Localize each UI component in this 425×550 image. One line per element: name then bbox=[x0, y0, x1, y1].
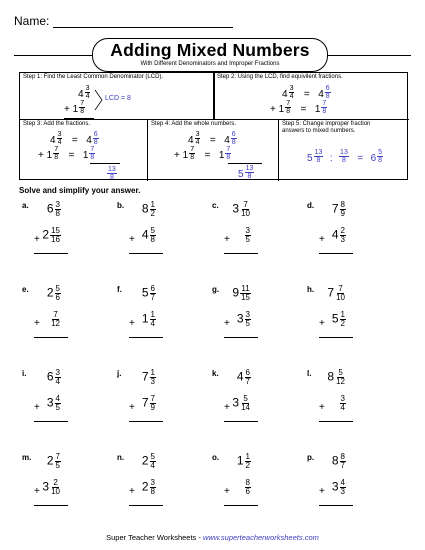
first-addend bbox=[332, 201, 347, 218]
second-addend bbox=[142, 395, 157, 412]
whole-number: 3 bbox=[331, 479, 339, 494]
problem-16 bbox=[307, 453, 397, 523]
first-addend bbox=[332, 453, 347, 470]
denominator: 4 bbox=[85, 93, 90, 101]
second-addend bbox=[232, 395, 252, 412]
step-4-row-2: + 1 $\frac{7}{8}$ = 1 $\frac{7}{8}$ bbox=[174, 146, 231, 162]
whole-number: 4 bbox=[318, 89, 324, 100]
numerator: 5 bbox=[243, 394, 248, 403]
whole-number: 7 bbox=[331, 201, 339, 216]
answer-rule bbox=[224, 505, 258, 506]
plus-sign: + bbox=[34, 234, 40, 245]
divider bbox=[214, 73, 215, 120]
problem-6 bbox=[117, 285, 207, 355]
denominator: 3 bbox=[150, 377, 155, 386]
problem-label: d. bbox=[307, 201, 315, 210]
problem-label: n. bbox=[117, 453, 125, 462]
plus-sign: + bbox=[319, 402, 325, 413]
answer-rule bbox=[224, 337, 258, 338]
denominator: 2 bbox=[245, 461, 250, 470]
denominator: 3 bbox=[340, 487, 345, 496]
whole-number: 6 bbox=[46, 201, 54, 216]
denominator: 7 bbox=[150, 293, 155, 302]
numerator: 7 bbox=[53, 310, 58, 319]
answer-rule bbox=[34, 253, 68, 254]
numerator: 1 bbox=[340, 310, 345, 319]
denominator: 6 bbox=[55, 293, 60, 302]
numerator: 3 bbox=[245, 310, 250, 319]
plus-sign: + bbox=[129, 234, 135, 245]
numerator: 3 bbox=[245, 226, 250, 235]
whole-number: 4 bbox=[86, 135, 92, 146]
whole-number: 3 bbox=[42, 479, 50, 494]
denominator: 8 bbox=[54, 154, 59, 162]
numerator: 7 bbox=[54, 146, 59, 154]
first-addend bbox=[47, 369, 62, 386]
denominator: 2 bbox=[150, 209, 155, 218]
second-addend bbox=[332, 227, 347, 244]
first-addend bbox=[47, 453, 62, 470]
problem-3 bbox=[212, 201, 302, 271]
plus-sign: + bbox=[319, 234, 325, 245]
whole-number: 3 bbox=[232, 201, 240, 216]
denominator: 4 bbox=[195, 139, 200, 147]
problem-label: g. bbox=[212, 285, 220, 294]
denominator: 8 bbox=[150, 235, 155, 244]
denominator: 4 bbox=[55, 377, 60, 386]
whole-number: 6 bbox=[46, 369, 54, 384]
whole-number: 1 bbox=[141, 311, 149, 326]
whole-number: 4 bbox=[188, 135, 194, 146]
step-4-result bbox=[238, 164, 255, 181]
numerator: 4 bbox=[55, 394, 60, 403]
whole-number: 2 bbox=[42, 227, 50, 242]
whole-number: 7 bbox=[141, 395, 149, 410]
numerator: 1 bbox=[150, 200, 155, 209]
numerator: 5 bbox=[338, 368, 343, 377]
name-label: Name: bbox=[14, 14, 50, 28]
step-3-row-2: + 1 $\frac{7}{8}$ = 1 $\frac{7}{8}$ bbox=[38, 146, 95, 162]
numerator: 13 bbox=[314, 149, 323, 157]
first-addend bbox=[142, 453, 157, 470]
denominator: 7 bbox=[245, 377, 250, 386]
whole-number: 5 bbox=[331, 311, 339, 326]
first-addend bbox=[47, 285, 62, 302]
denominator: 8 bbox=[316, 157, 321, 165]
first-addend bbox=[237, 369, 252, 386]
whole-number: 1 bbox=[218, 150, 225, 161]
numerator: 6 bbox=[93, 131, 98, 139]
step-4-row-1: 4 $\frac{3}{4}$ = 4 $\frac{6}{8}$ bbox=[188, 131, 236, 147]
whole-number: 4 bbox=[78, 89, 84, 100]
whole-number: 7 bbox=[327, 285, 335, 300]
answer-rule bbox=[34, 337, 68, 338]
problem-label: e. bbox=[22, 285, 29, 294]
numerator: 6 bbox=[325, 85, 330, 93]
whole-number: 2 bbox=[141, 453, 149, 468]
problem-label: c. bbox=[212, 201, 219, 210]
problem-1 bbox=[22, 201, 112, 271]
second-addend bbox=[142, 227, 157, 244]
numerator: 5 bbox=[150, 226, 155, 235]
whole-number: 1 bbox=[236, 453, 244, 468]
step-1-cell bbox=[20, 73, 214, 120]
problem-label: h. bbox=[307, 285, 315, 294]
problem-8 bbox=[307, 285, 397, 355]
denominator: 4 bbox=[150, 319, 155, 328]
first-addend bbox=[232, 201, 252, 218]
numerator: 3 bbox=[85, 85, 90, 93]
second-addend bbox=[339, 395, 347, 412]
step-4-cell bbox=[148, 120, 279, 181]
answer-rule bbox=[34, 421, 68, 422]
numerator: 7 bbox=[80, 100, 85, 108]
numerator: 11 bbox=[241, 284, 250, 293]
second-addend bbox=[42, 479, 62, 496]
second-addend bbox=[244, 227, 252, 244]
denominator: 16 bbox=[51, 235, 60, 244]
lcd-label: LCD = 8 bbox=[105, 95, 131, 102]
step-5-work: 5 $\frac{13}{8}$ : $\frac{13}{8}$ = 6 $\frac{5}{8}$ bbox=[307, 149, 383, 165]
numerator: 4 bbox=[340, 478, 345, 487]
second-addend bbox=[244, 479, 252, 496]
plus-sign: + bbox=[319, 486, 325, 497]
step-2-row-1: 4 $\frac{3}{4}$ = 4 $\frac{6}{8}$ bbox=[282, 85, 330, 101]
denominator: 4 bbox=[57, 139, 62, 147]
numerator: 2 bbox=[340, 226, 345, 235]
whole-number: 2 bbox=[46, 285, 54, 300]
whole-number: 4 bbox=[236, 369, 244, 384]
second-addend bbox=[332, 311, 347, 328]
denominator: 8 bbox=[80, 108, 85, 116]
numerator: 1 bbox=[245, 452, 250, 461]
denominator: 8 bbox=[247, 173, 252, 181]
denominator: 8 bbox=[341, 157, 346, 165]
numerator: 7 bbox=[90, 146, 95, 154]
plus-sign: + bbox=[319, 318, 325, 329]
problem-7 bbox=[212, 285, 302, 355]
problem-9 bbox=[22, 369, 112, 439]
second-addend bbox=[49, 311, 62, 328]
step-3-label: Step 3: Add the fractions. bbox=[23, 121, 91, 127]
whole-number: 8 bbox=[331, 453, 339, 468]
problem-14 bbox=[117, 453, 207, 523]
denominator: 12 bbox=[336, 377, 345, 386]
whole-number: 3 bbox=[46, 395, 54, 410]
denominator: 8 bbox=[55, 209, 60, 218]
numerator: 7 bbox=[286, 100, 291, 108]
denominator: 9 bbox=[340, 209, 345, 218]
plus-sign: + bbox=[34, 486, 40, 497]
numerator: 7 bbox=[150, 394, 155, 403]
denominator: 8 bbox=[322, 108, 327, 116]
step-5-cell bbox=[279, 120, 409, 181]
problem-label: a. bbox=[22, 201, 29, 210]
plus-sign: + bbox=[129, 402, 135, 413]
numerator: 7 bbox=[322, 100, 327, 108]
denominator: 4 bbox=[340, 403, 345, 412]
denominator: 8 bbox=[226, 154, 231, 162]
numerator: 13 bbox=[108, 166, 116, 174]
plus-sign: + bbox=[224, 234, 230, 245]
plus-sign: + bbox=[224, 486, 230, 497]
step-3-result bbox=[106, 165, 118, 181]
footer-url[interactable]: www.superteacherworksheets.com bbox=[202, 533, 319, 542]
numerator: 15 bbox=[51, 226, 60, 235]
step-2-cell bbox=[214, 73, 409, 120]
calc-rule bbox=[64, 118, 94, 119]
answer-rule bbox=[319, 505, 353, 506]
problem-label: m. bbox=[22, 453, 32, 462]
problem-label: p. bbox=[307, 453, 315, 462]
step-3-cell bbox=[20, 120, 148, 181]
first-addend bbox=[142, 369, 157, 386]
denominator: 8 bbox=[93, 139, 98, 147]
denominator: 7 bbox=[340, 461, 345, 470]
numerator: 7 bbox=[243, 200, 248, 209]
answer-rule bbox=[319, 421, 353, 422]
whole-number: 8 bbox=[327, 369, 335, 384]
problem-label: b. bbox=[117, 201, 125, 210]
numerator: 3 bbox=[55, 368, 60, 377]
problem-label: o. bbox=[212, 453, 220, 462]
first-addend bbox=[47, 201, 62, 218]
problem-13 bbox=[22, 453, 112, 523]
answer-rule bbox=[34, 505, 68, 506]
denominator: 5 bbox=[245, 235, 250, 244]
whole-number: 7 bbox=[141, 369, 149, 384]
whole-number: 4 bbox=[282, 89, 288, 100]
numerator: 6 bbox=[245, 368, 250, 377]
denominator: 6 bbox=[245, 487, 250, 496]
whole-number: 4 bbox=[224, 135, 230, 146]
numerator: 3 bbox=[150, 478, 155, 487]
answer-rule bbox=[319, 337, 353, 338]
problem-label: k. bbox=[212, 369, 219, 378]
denominator: 8 bbox=[109, 174, 114, 181]
answer-rule bbox=[129, 505, 163, 506]
denominator: 5 bbox=[245, 319, 250, 328]
whole-number: 1 bbox=[278, 104, 285, 115]
second-addend bbox=[142, 311, 157, 328]
first-addend bbox=[142, 285, 157, 302]
plus-sign: + bbox=[224, 318, 230, 329]
answer-rule bbox=[129, 337, 163, 338]
second-addend bbox=[142, 479, 157, 496]
first-addend bbox=[327, 369, 347, 386]
footer bbox=[0, 533, 425, 542]
numerator: 3 bbox=[57, 131, 62, 139]
problem-label: j. bbox=[117, 369, 122, 378]
whole-number: 5 bbox=[307, 153, 313, 164]
whole-number: 3 bbox=[236, 311, 244, 326]
whole-number: 1 bbox=[82, 150, 89, 161]
denominator: 8 bbox=[231, 139, 236, 147]
step-5-label: Step 5: Change improper fraction answers to mixed numbers. bbox=[282, 121, 371, 134]
numerator: 5 bbox=[378, 149, 383, 157]
denominator: 8 bbox=[150, 487, 155, 496]
name-line bbox=[53, 16, 233, 28]
second-addend bbox=[47, 395, 62, 412]
numerator: 7 bbox=[338, 284, 343, 293]
numerator: 3 bbox=[195, 131, 200, 139]
denominator: 10 bbox=[51, 487, 60, 496]
answer-rule bbox=[224, 421, 258, 422]
numerator: 7 bbox=[226, 146, 231, 154]
answer-rule bbox=[224, 253, 258, 254]
denominator: 4 bbox=[150, 461, 155, 470]
numerator: 6 bbox=[231, 131, 236, 139]
numerator: 8 bbox=[340, 200, 345, 209]
whole-number: 9 bbox=[232, 285, 240, 300]
whole-number: 8 bbox=[141, 201, 149, 216]
denominator: 8 bbox=[190, 154, 195, 162]
first-addend bbox=[237, 453, 252, 470]
numerator: 13 bbox=[340, 149, 348, 157]
answer-rule bbox=[319, 253, 353, 254]
problem-10 bbox=[117, 369, 207, 439]
whole-number: 1 bbox=[72, 104, 79, 115]
whole-number: 2 bbox=[141, 479, 149, 494]
plus-sign: + bbox=[129, 486, 135, 497]
second-addend bbox=[332, 479, 347, 496]
whole-number: 1 bbox=[182, 150, 189, 161]
denominator: 8 bbox=[286, 108, 291, 116]
first-addend bbox=[232, 285, 252, 302]
problem-label: l. bbox=[307, 369, 312, 378]
denominator: 8 bbox=[378, 157, 383, 165]
page-subtitle: With Different Denominators and Improper Fractions bbox=[140, 61, 280, 67]
denominator: 2 bbox=[340, 319, 345, 328]
numerator: 3 bbox=[340, 394, 345, 403]
step-3-row-1: 4 $\frac{3}{4}$ = 4 $\frac{6}{8}$ bbox=[50, 131, 98, 147]
numerator: 3 bbox=[55, 200, 60, 209]
problem-5 bbox=[22, 285, 112, 355]
denominator: 4 bbox=[289, 93, 294, 101]
whole-number: 5 bbox=[238, 169, 244, 180]
denominator: 8 bbox=[90, 154, 95, 162]
whole-number: 4 bbox=[331, 227, 339, 242]
answer-rule bbox=[129, 421, 163, 422]
second-addend bbox=[237, 311, 252, 328]
numerator: 3 bbox=[289, 85, 294, 93]
numerator: 5 bbox=[150, 452, 155, 461]
denominator: 10 bbox=[336, 293, 345, 302]
problem-label: f. bbox=[117, 285, 122, 294]
denominator: 3 bbox=[340, 235, 345, 244]
plus-sign: + bbox=[34, 318, 40, 329]
denominator: 14 bbox=[241, 403, 250, 412]
bracket-icon bbox=[94, 89, 104, 111]
whole-number: 4 bbox=[141, 227, 149, 242]
problem-15 bbox=[212, 453, 302, 523]
title-box bbox=[92, 38, 328, 72]
problem-11 bbox=[212, 369, 302, 439]
step-1-addend-2: + 1 $\frac{7}{8}$ bbox=[64, 100, 85, 116]
plus-sign: + bbox=[129, 318, 135, 329]
denominator: 10 bbox=[241, 209, 250, 218]
numerator: 5 bbox=[55, 284, 60, 293]
name-row bbox=[14, 14, 233, 28]
whole-number: 3 bbox=[232, 395, 240, 410]
step-2-label: Step 2: Using the LCD, find equivilent fractions. bbox=[217, 74, 343, 80]
whole-number: 1 bbox=[46, 150, 53, 161]
problem-12 bbox=[307, 369, 397, 439]
numerator: 1 bbox=[150, 368, 155, 377]
numerator: 7 bbox=[190, 146, 195, 154]
denominator: 12 bbox=[51, 319, 60, 328]
first-addend bbox=[142, 201, 157, 218]
numerator: 8 bbox=[245, 478, 250, 487]
footer-text: Super Teacher Worksheets - bbox=[106, 533, 203, 542]
denominator: 5 bbox=[55, 403, 60, 412]
step-1-label: Step 1: Find the Least Common Denominator (LCD). bbox=[23, 74, 164, 80]
whole-number: 4 bbox=[50, 135, 56, 146]
problem-2 bbox=[117, 201, 207, 271]
numerator: 1 bbox=[150, 310, 155, 319]
answer-rule bbox=[129, 253, 163, 254]
whole-number: 5 bbox=[141, 285, 149, 300]
numerator: 8 bbox=[340, 452, 345, 461]
second-addend bbox=[42, 227, 62, 244]
numerator: 2 bbox=[53, 478, 58, 487]
denominator: 5 bbox=[55, 461, 60, 470]
numerator: 6 bbox=[150, 284, 155, 293]
whole-number: 2 bbox=[46, 453, 54, 468]
problem-4 bbox=[307, 201, 397, 271]
first-addend bbox=[327, 285, 347, 302]
numerator: 13 bbox=[245, 165, 254, 173]
whole-number: 1 bbox=[314, 104, 321, 115]
problem-label: i. bbox=[22, 369, 27, 378]
plus-sign: + bbox=[34, 402, 40, 413]
plus-sign: + bbox=[224, 402, 230, 413]
step-4-label: Step 4: Add the whole numbers. bbox=[151, 121, 237, 127]
denominator: 8 bbox=[325, 93, 330, 101]
numerator: 7 bbox=[55, 452, 60, 461]
denominator: 9 bbox=[150, 403, 155, 412]
page-title: Adding Mixed Numbers bbox=[110, 40, 310, 60]
denominator: 15 bbox=[241, 293, 250, 302]
calc-rule bbox=[90, 163, 120, 164]
step-2-row-2: + 1 $\frac{7}{8}$ = 1 $\frac{7}{8}$ bbox=[270, 100, 327, 116]
whole-number: 6 bbox=[370, 153, 377, 164]
instructions: Solve and simplify your answer. bbox=[19, 186, 141, 195]
steps-box bbox=[19, 72, 408, 180]
